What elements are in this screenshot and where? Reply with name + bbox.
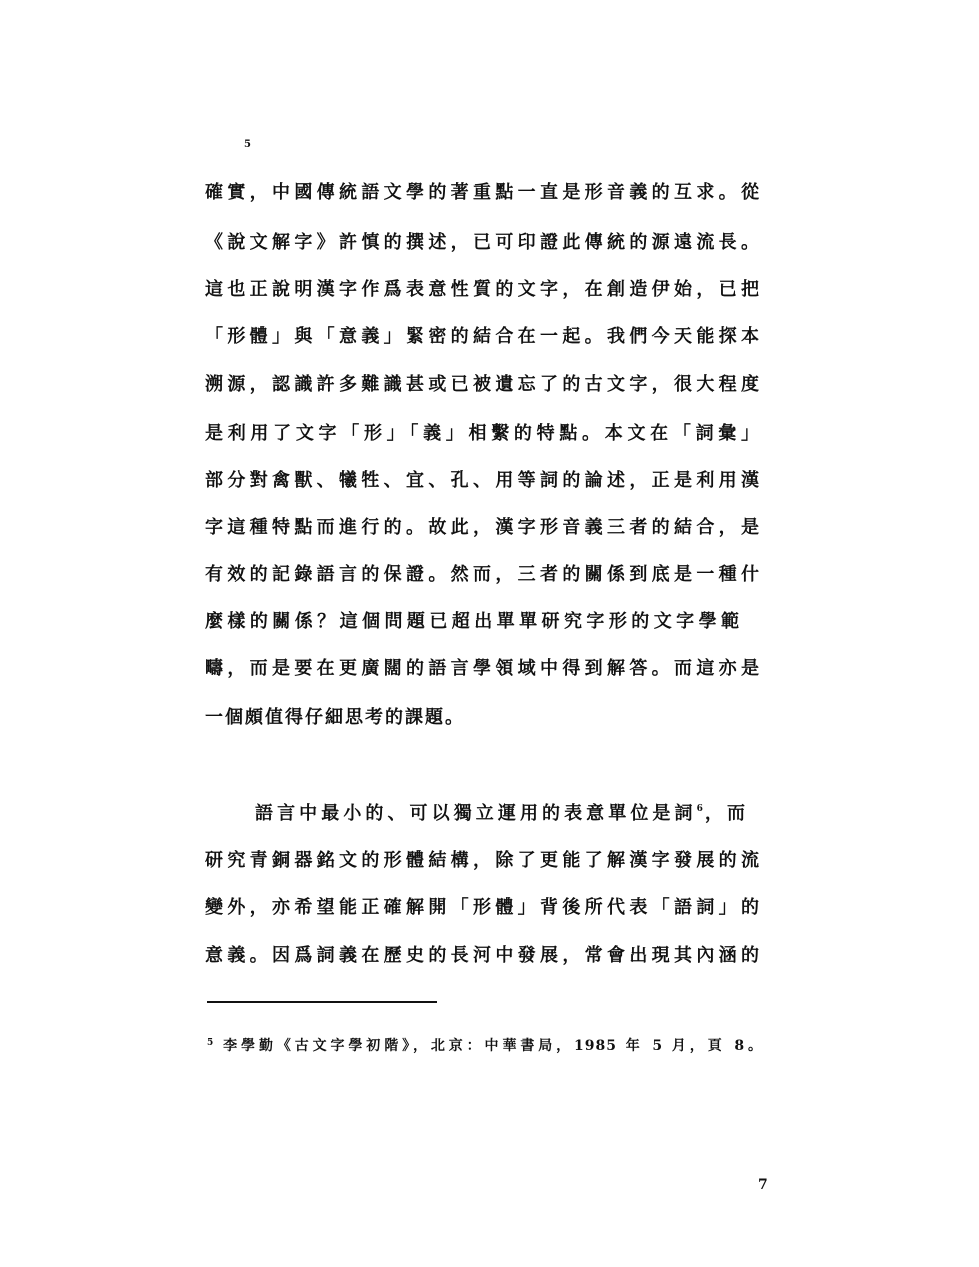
header-footnote-mark: 5 [244, 139, 251, 150]
footnote-divider [207, 1001, 437, 1003]
body-line: 確實，中國傳統語文學的著重點一直是形音義的互求。從 [205, 182, 761, 203]
body-line: 溯源，認識許多難識甚或已被遺忘了的古文字，很大程度 [205, 374, 761, 395]
body-line: 這也正說明漢字作爲表意性質的文字，在創造伊始，已把 [205, 279, 761, 300]
body-text: ，而 [702, 803, 747, 824]
body-line: 麼樣的關係？這個問題已超出單單研究字形的文字學範 [205, 611, 741, 632]
body-line: 一個頗值得仔細思考的課題。 [205, 707, 465, 728]
footnote [207, 1037, 763, 1055]
body-line: 《說文解字》許慎的撰述，已可印證此傳統的源遠流長。 [205, 232, 761, 253]
body-line: 「形體」與「意義」緊密的結合在一起。我們今天能探本 [205, 326, 761, 347]
body-text: 語言中最小的、可以獨立運用的表意單位是詞 [255, 803, 697, 824]
body-line: 是利用了文字「形」「義」相繫的特點。本文在「詞彙」 [205, 423, 761, 444]
footnote-reference: 6 [696, 804, 703, 814]
page-number: 7 [758, 1177, 768, 1193]
body-line: 部分對禽獸、犧牲、宜、孔、用等詞的論述，正是利用漢 [205, 470, 761, 491]
body-line: 字這種特點而進行的。故此，漢字形音義三者的結合，是 [205, 517, 761, 538]
body-line: 變外，亦希望能正確解開「形體」背後所代表「語詞」的 [205, 897, 761, 918]
body-line: 意義。因爲詞義在歷史的長河中發展，常會出現其內涵的 [205, 945, 761, 966]
footnote-text: 李學勤《古文字學初階》，北京：中華書局，1985 年 5 月，頁 8。 [220, 1038, 763, 1054]
body-line: 研究青銅器銘文的形體結構，除了更能了解漢字發展的流 [205, 850, 761, 871]
body-line: 疇，而是要在更廣闊的語言學領域中得到解答。而這亦是 [205, 658, 761, 679]
body-line: 有效的記錄語言的保證。然而，三者的關係到底是一種什 [205, 564, 761, 585]
footnote-marker: 5 [207, 1038, 215, 1048]
body-line [255, 803, 747, 825]
